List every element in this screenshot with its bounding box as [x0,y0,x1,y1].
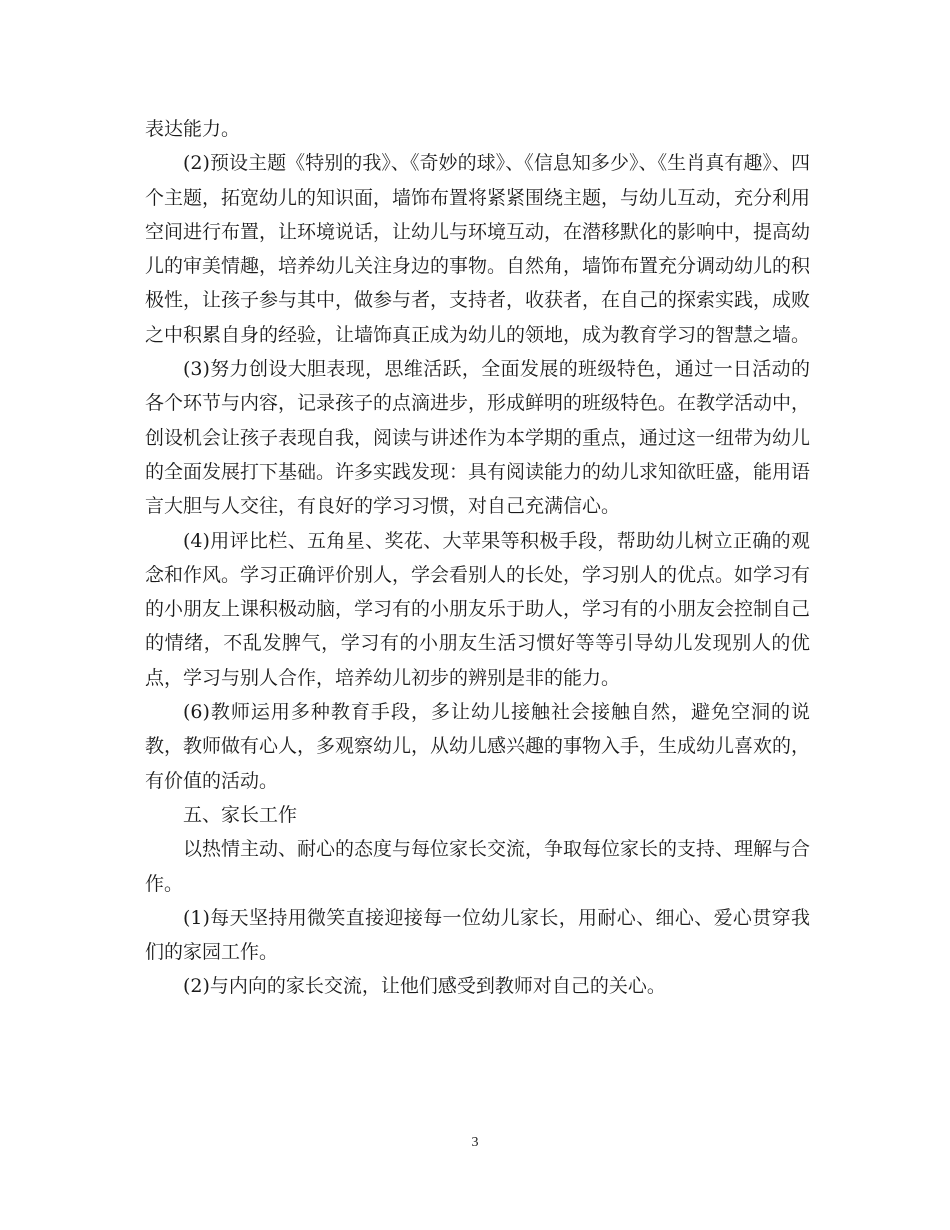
section-intro: 以热情主动、耐心的态度与每位家长交流，争取每位家长的支持、理解与合作。 [145,838,811,895]
paragraph-item-6: (6)教师运用多种教育手段，多让幼儿接触社会接触自然，避免空洞的说教，教师做有心人，多观察幼儿，从幼儿感兴趣的事物入手，生成幼儿喜欢的，有价值的活动。 [145,701,811,792]
paragraph-continuation: 表达能力。 [145,118,241,140]
section-heading: 五、家长工作 [183,803,298,826]
parent-work-item-2: (2)与内向的家长交流，让他们感受到教师对自己的关心。 [183,975,666,998]
paragraph-item-2: (2)预设主题《特别的我》、《奇妙的球》、《信息知多少》、《生肖真有趣》、四个主题，拓宽幼儿的知识面，墙饰布置将紧紧围绕主题，与幼儿互动，充分利用空间进行布置，让环境说话，让幼儿与环境互动，在潜移默化的影响中，提高幼儿的审美情趣，培养幼儿关注身边的事物。自然角，墙饰布置充分调动幼儿的积极性，让孩子参与其中，做参与者，支持者，收获者，在自己的探索实践，成败之中积累自身的经验，让墙饰真正成为幼儿的领地，成为教育学习的智慧之墙。 [145,152,811,346]
page-number: 3 [471,1135,479,1150]
paragraph-item-4: (4)用评比栏、五角星、奖花、大苹果等积极手段，帮助幼儿树立正确的观念和作风。学习正确评价别人，学会看别人的长处，学习别人的优点。如学习有的小朋友上课积极动脑，学习有的小朋友乐于助人，学习有的小朋友会控制自己的情绪，不乱发脾气，学习有的小朋友生活习惯好等等引导幼儿发现别人的优点，学习与别人合作，培养幼儿初步的辨别是非的能力。 [145,529,811,689]
paragraph-item-3: (3)努力创设大胆表现，思维活跃，全面发展的班级特色，通过一日活动的各个环节与内容，记录孩子的点滴进步，形成鲜明的班级特色。在教学活动中，创设机会让孩子表现自我，阅读与讲述作为本学期的重点，通过这一纽带为幼儿的全面发展打下基础。许多实践发现：具有阅读能力的幼儿求知欲旺盛，能用语言大胆与人交往，有良好的学习习惯，对自己充满信心。 [145,358,811,518]
document-body [145,112,810,1004]
parent-work-item-1: (1)每天坚持用微笑直接迎接每一位幼儿家长，用耐心、细心、爱心贯穿我们的家园工作。 [145,906,810,964]
